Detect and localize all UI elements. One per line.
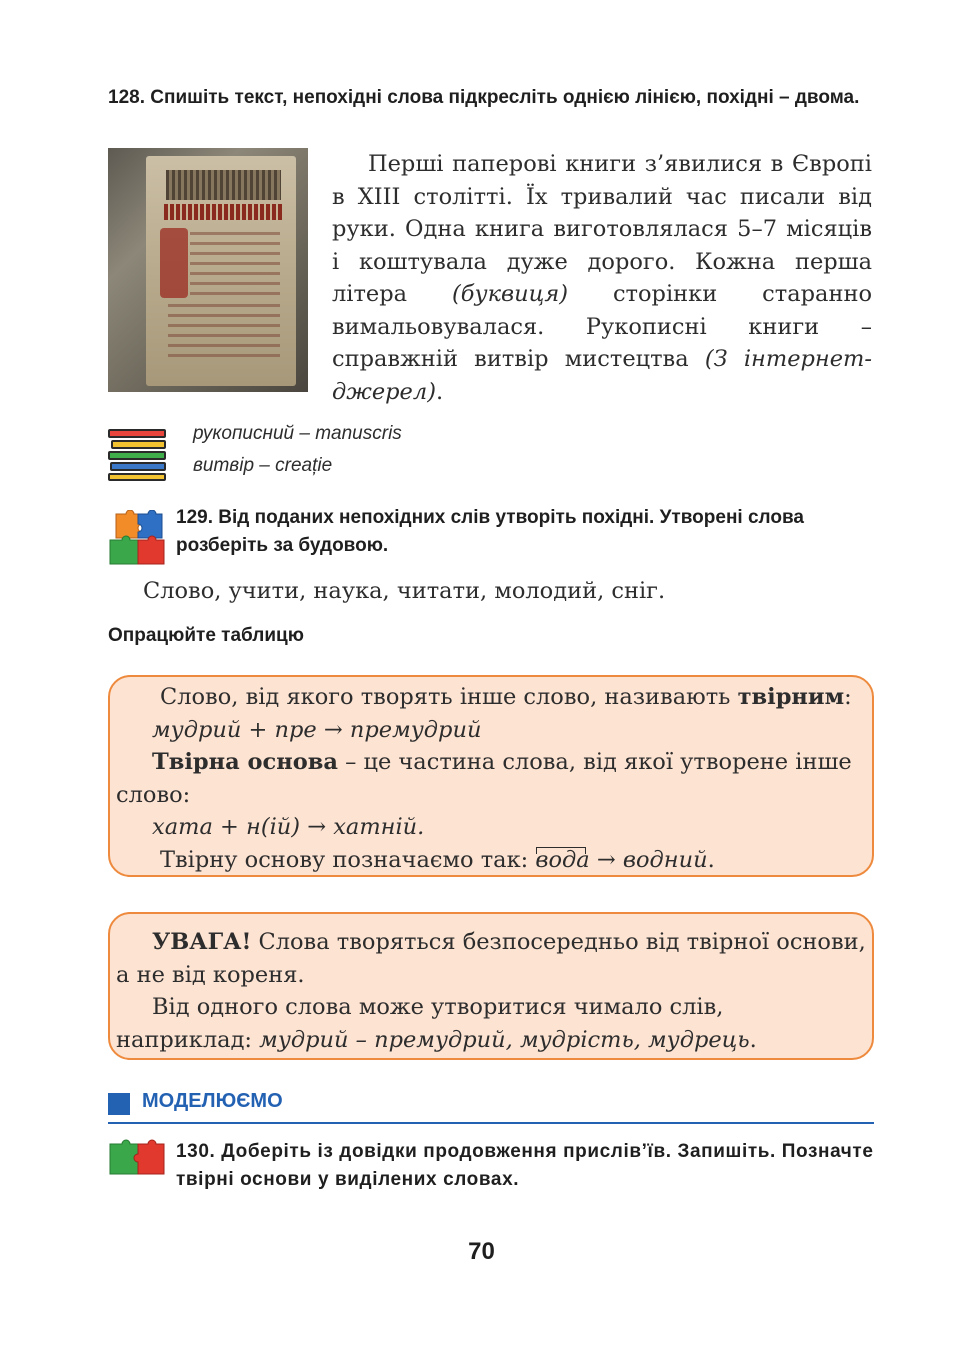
- page-number: 70: [468, 1238, 495, 1265]
- rule-line1: Слово, від якого творять інше слово, називають: [160, 684, 738, 710]
- dictionary-line-2: витвір – creație: [193, 455, 333, 476]
- puzzle-icon: [108, 510, 166, 568]
- text-italic-bukvytsia: (буквиця): [452, 281, 568, 307]
- rule-term-tvirna-osnova: Твірна основа: [152, 749, 338, 775]
- exercise-129-heading: 129. Від поданих непохідних слів утворіть похідні. Утворені слова розберіть за будовою.: [176, 507, 804, 556]
- attention-label: УВАГА!: [152, 929, 252, 955]
- text-end: .: [435, 378, 444, 405]
- exercise-130-heading: 130. Доберіть із довідки продовження прислів’їв. Запишіть. Позначте твірні основи у виділених словах.: [176, 1141, 874, 1190]
- rule-box: [108, 675, 874, 877]
- rule-marking-text: Твірну основу позначаємо так:: [160, 846, 536, 873]
- exercise-128-text: [332, 148, 872, 408]
- rule-term-tvirnym: твірним: [737, 684, 845, 710]
- attention-box: [108, 912, 874, 1060]
- manuscript-book-image: [108, 148, 308, 392]
- section-divider: [108, 1122, 874, 1124]
- text-main: Перші паперові книги з’явилися в Європі в XIII столітті. Їх тривалий час писали від руки. Одна книга виготовлялася 5–7 місяців і коштувала дуже дорого. Кожна перша літера: [332, 151, 872, 307]
- section-title: МОДЕЛЮЄМО: [142, 1090, 283, 1112]
- rule-example-2: хата + н(ій) → хатній.: [152, 814, 425, 840]
- text-source: (З інтернет-джерел): [332, 346, 872, 405]
- dictionary-line-1: рукописний – manuscris: [193, 423, 402, 444]
- attention-example-intro: Від одного слова може утворитися чимало слів, наприклад:: [116, 994, 724, 1053]
- attention-period: .: [749, 1026, 757, 1053]
- table-title: Опрацюйте таблицю: [108, 625, 304, 646]
- rule-example-1: мудрий + пре → премудрий: [152, 716, 482, 743]
- rule-definition: – це частина слова, від якої утворене інше слово:: [116, 749, 852, 808]
- text-mid: сторінки старанно вимальовувалася. Рукописні книги – справжній витвір мистецтва: [332, 281, 872, 372]
- rule-marked-result: → водний: [589, 846, 708, 873]
- puzzle-icon: [108, 1138, 166, 1178]
- section-marker: [108, 1093, 130, 1115]
- exercise-129-words: Слово, учити, наука, читати, молодий, сніг.: [143, 578, 666, 604]
- rule-marked-word: вода: [535, 844, 589, 877]
- rule-colon: :: [844, 684, 852, 710]
- books-stack-icon: [108, 429, 166, 481]
- attention-text: Слова творяться безпосередньо від твірної основи, а не від кореня.: [116, 929, 866, 988]
- rule-period: .: [707, 846, 715, 873]
- exercise-128-heading: 128. Спишіть текст, непохідні слова підкресліть однією лінією, похідні – двома.: [108, 87, 860, 108]
- attention-examples: мудрий – премудрий, мудрість, мудрець: [259, 1026, 750, 1053]
